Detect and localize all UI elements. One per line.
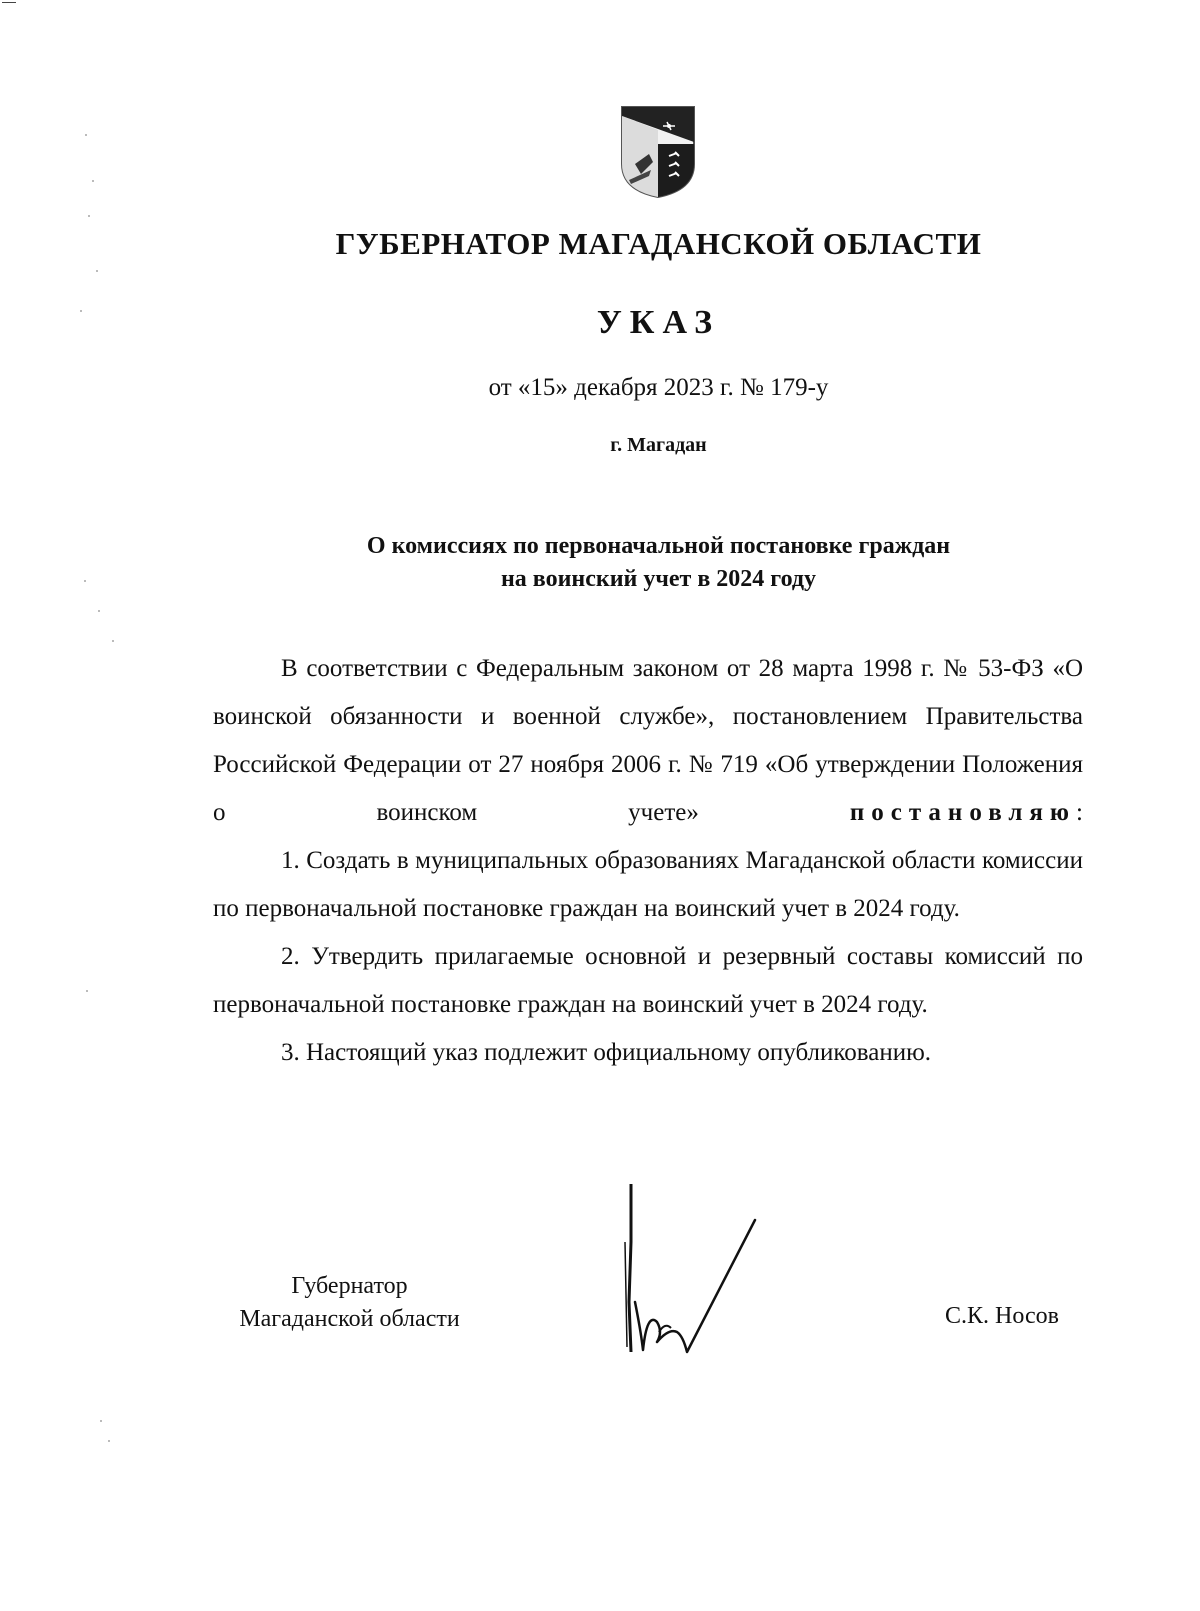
document-date-number: от «15» декабря 2023 г. № 179-у [488,374,829,401]
signer-title-line-2: Магаданской области [239,1306,460,1332]
signer-title [222,1270,477,1336]
issuing-authority: ГУБЕРНАТОР МАГАДАНСКОЙ ОБЛАСТИ [335,226,982,261]
document-body [213,645,1083,1077]
scan-speck [86,990,88,992]
decree-colon: : [1076,799,1083,826]
scan-speck [84,580,86,582]
subject-line-1: О комиссиях по первоначальной постановке граждан [366,533,951,559]
scan-speck [96,270,98,272]
scan-speck [108,1440,110,1442]
list-item: 2. Утвердить прилагаемые основной и резервный составы комиссий по первоначальной постановке граждан на воинский учет в 2024 году. [213,943,1083,1018]
scan-speck [112,640,114,642]
document-type: УКАЗ [596,304,721,341]
scan-speck [98,610,100,612]
scan-speck [85,134,87,136]
scan-speck [100,1420,102,1422]
signer-title-line-1: Губернатор [291,1273,408,1299]
preamble-text: В соответствии с Федеральным законом от 28 марта 1998 г. № 53-ФЗ «О воинской обязанности и военной службе», постановлением Правительства Российской Федерации от 27 ноября 2006 г. № 719 «Об утверждении Положения о воинском учете» [213,655,1083,826]
list-item: 3. Настоящий указ подлежит официальному опубликованию. [281,1039,932,1066]
preamble-paragraph [213,645,1083,837]
subject-line-2: на воинский учет в 2024 году [500,566,817,592]
signer-name: С.К. Носов [945,1303,1059,1329]
handwritten-signature-icon [617,1182,767,1362]
document-subject [0,530,1200,596]
decree-word: постановляю [849,799,1077,826]
scan-speck [80,310,82,312]
coat-of-arms-icon [619,104,697,200]
list-item: 1. Создать в муниципальных образованиях Магаданской области комиссии по первоначальной постановке граждан на воинский учет в 2024 году. [213,847,1083,922]
scan-edge-mark [2,2,16,3]
document-place: г. Магадан [610,434,707,456]
scan-speck [92,180,94,182]
scan-speck [88,215,90,217]
